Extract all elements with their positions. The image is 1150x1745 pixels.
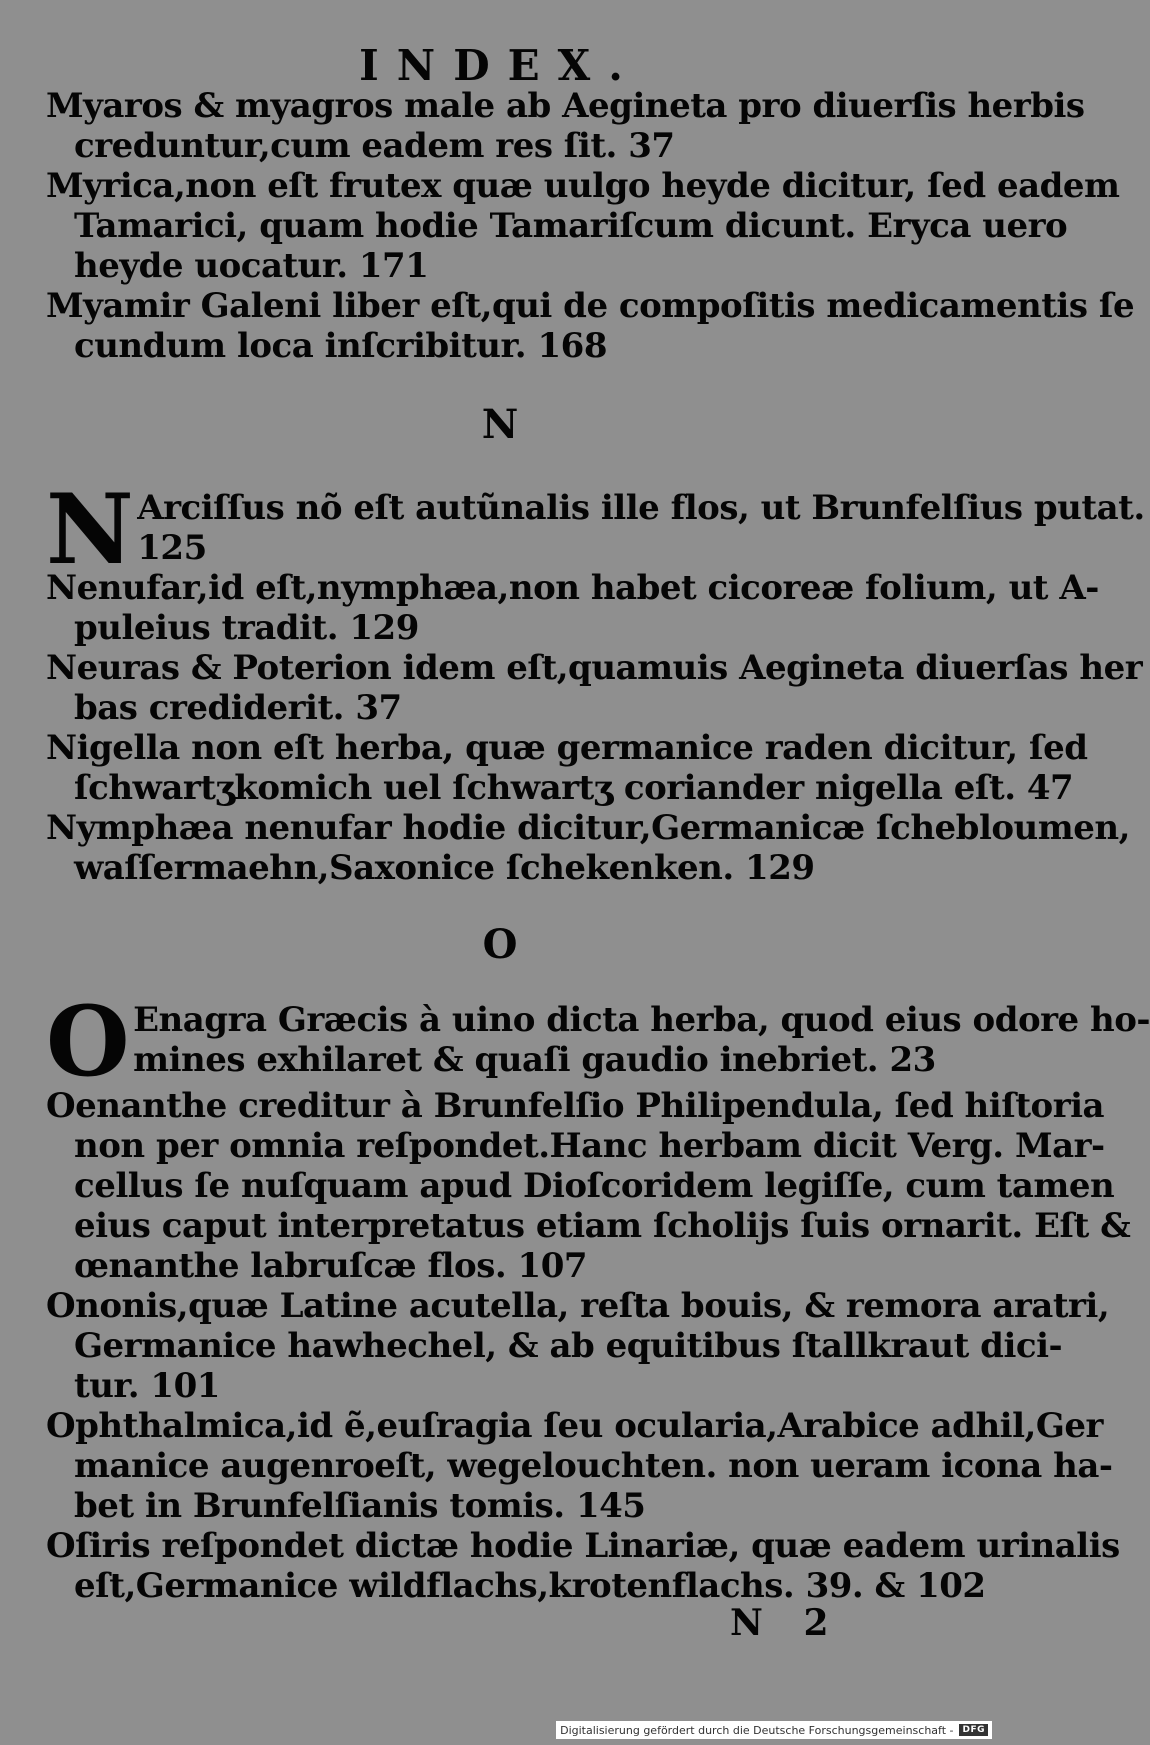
entry-last-line xyxy=(46,1486,956,1526)
entry-text: waſſermaehn,Saxonice ſchekenken. xyxy=(74,848,734,888)
entry-line: cellus ſe nuſquam apud Dioſcoridem legiſſe, cum tamen xyxy=(74,1166,1115,1206)
entry-last-line xyxy=(46,246,956,286)
entry-last-line xyxy=(46,688,956,728)
entry-line: Tamarici, quam hodie Tamariſcum dicunt. Eryca uero xyxy=(74,206,1068,246)
page-reference: 129 xyxy=(349,608,419,648)
page-reference: 125 xyxy=(137,528,207,568)
index-entry xyxy=(46,1086,1131,1286)
entry-text: eſt,Germanice wildflachs,krotenflachs. xyxy=(74,1566,795,1606)
entry-line: Nenufar,id eſt,nymphæa,non habet cicoreæ folium, ut A- xyxy=(46,568,1099,608)
section-heading-n: N xyxy=(481,401,519,448)
entry-last-line xyxy=(46,326,956,366)
index-entry-lead xyxy=(46,985,1150,1098)
footer-text: Digitalisierung gefördert durch die Deutsche Forschungsgemeinschaft - xyxy=(560,1723,954,1737)
entry-text: creduntur,cum eadem res ſit. xyxy=(74,126,617,166)
page-reference: 129 xyxy=(745,848,815,888)
entry-line: eius caput interpretatus etiam ſcholijs ſuis ornarit. Eſt & xyxy=(74,1206,1131,1246)
entry-line: Myrica,non eſt frutex quæ uulgo heyde dicitur, ſed eadem xyxy=(46,166,1120,206)
index-entry xyxy=(46,728,1088,808)
entry-line: non per omnia reſpondet.Hanc herbam dicit Verg. Mar- xyxy=(74,1126,1105,1166)
index-entry xyxy=(46,1526,1120,1606)
index-entry xyxy=(46,648,1143,728)
entry-line: manice augenroeſt, wegelouchten. non ueram icona ha- xyxy=(74,1446,1113,1486)
entry-line: Ononis,quæ Latine acutella, reſta bouis, & remora aratri, xyxy=(46,1286,1110,1326)
index-entry xyxy=(46,808,1130,888)
digitization-footer xyxy=(556,1721,992,1739)
index-entry xyxy=(46,286,1135,366)
entry-text: cundum loca inſcribitur. xyxy=(74,326,527,366)
page-reference: 37 xyxy=(355,688,402,728)
entry-text: tur. xyxy=(74,1366,140,1406)
entry-text: ſchwartʒkomich uel ſchwartʒ coriander nigella eſt. xyxy=(74,768,1016,808)
drop-cap-initial: N xyxy=(46,473,134,586)
entry-line: Neuras & Poterion idem eſt,quamuis Aegineta diuerſas her xyxy=(46,648,1143,688)
entry-last-line xyxy=(46,1366,956,1406)
entry-text: bas crediderit. xyxy=(74,688,344,728)
page-reference: 47 xyxy=(1026,768,1074,808)
index-entry xyxy=(46,568,1099,648)
entry-line: Myamir Galeni liber eſt,qui de compoſitis medicamentis ſe xyxy=(46,286,1135,326)
index-entry xyxy=(46,1286,1110,1406)
entry-last-line xyxy=(46,768,1074,808)
drop-cap-initial: O xyxy=(46,985,130,1098)
entry-last-line xyxy=(46,1246,956,1286)
index-entry xyxy=(46,1406,1113,1526)
entry-last-line xyxy=(46,126,956,166)
entry-text: puleius tradit. xyxy=(74,608,339,648)
page-reference: 145 xyxy=(575,1486,646,1526)
running-head: INDEX. xyxy=(359,41,641,90)
entry-text: œnanthe labruſcæ flos. xyxy=(74,1246,507,1286)
index-entry xyxy=(46,86,1085,166)
index-entry-lead xyxy=(46,473,1145,586)
page-reference: 23 xyxy=(889,1040,936,1080)
entry-line: Arciſſus nõ eſt autũnalis ille flos, ut Brunfelſius putat. xyxy=(137,488,1145,528)
entry-line: Oenanthe creditur à Brunfelſio Philipendula, ſed hiſtoria xyxy=(46,1086,1105,1126)
page-reference: 101 xyxy=(150,1366,220,1406)
entry-text: bet in Brunfelſianis tomis. xyxy=(74,1486,565,1526)
entry-line: Enagra Græcis à uino dicta herba, quod eius odore ho- xyxy=(133,1000,1150,1040)
signature-mark: N 2 xyxy=(730,1602,843,1644)
page-reference: 168 xyxy=(537,326,607,366)
page-reference: 171 xyxy=(358,246,429,286)
page-reference: 107 xyxy=(517,1246,588,1286)
entry-line: Nymphæa nenufar hodie dicitur,Germanicæ ſchebloumen, xyxy=(46,808,1130,848)
dfg-logo-icon: DFG xyxy=(959,1724,988,1736)
page-reference: 37 xyxy=(628,126,675,166)
entry-last-line xyxy=(46,1040,956,1080)
entry-text: heyde uocatur. xyxy=(74,246,348,286)
page-reference: 39. & 102 xyxy=(805,1566,986,1606)
entry-line: Ophthalmica,id ẽ,euſragia ſeu ocularia,Arabice adhil,Ger xyxy=(46,1406,1103,1446)
section-heading-o: O xyxy=(482,921,518,968)
entry-line: Oſiris reſpondet dictæ hodie Linariæ, quæ eadem urinalis xyxy=(46,1526,1120,1566)
entry-last-line xyxy=(46,608,956,648)
entry-last-line xyxy=(46,1566,986,1606)
entry-line: Nigella non eſt herba, quæ germanice raden dicitur, ſed xyxy=(46,728,1088,768)
index-entry xyxy=(46,166,1120,286)
entry-line: Myaros & myagros male ab Aegineta pro diuerſis herbis xyxy=(46,86,1085,126)
entry-text: mines exhilaret & quaſi gaudio inebriet. xyxy=(133,1040,879,1080)
entry-line: Germanice hawhechel, & ab equitibus ſtallkraut dici- xyxy=(74,1326,1063,1366)
entry-last-line xyxy=(46,848,956,888)
